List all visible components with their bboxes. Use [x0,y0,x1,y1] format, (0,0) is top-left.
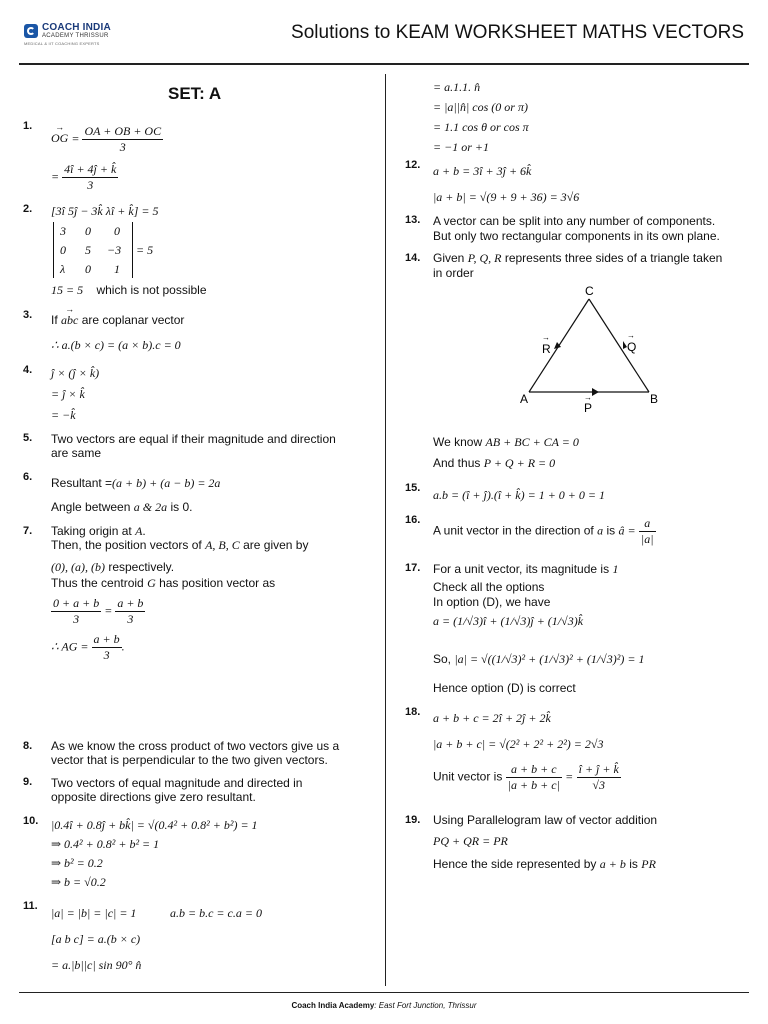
solution-line: Check all the options [433,580,545,594]
equation: AB + BC + CA = 0 [485,435,579,449]
numerator: a [639,516,656,532]
solution-line: = $\frac{4î + 4ĵ + k̂}{3}$ [51,162,117,192]
denominator: 3 [127,612,134,626]
solution-line [51,524,146,539]
solution-line [51,560,174,575]
solution-line: ⇒ b = √0.2 [51,875,106,889]
solution-line: = −1 or +1 [433,140,489,154]
text: If [51,313,58,327]
text: A unit vector in the direction of [433,523,594,538]
logo-mark-icon [24,24,38,38]
text: . [142,524,146,538]
solution-line: = a.1.1. n̂ [433,80,481,94]
numerator: 4î + 4ĵ + k̂ [64,162,117,176]
solution-line [51,476,220,491]
text: Angle between [51,500,131,514]
vertex-c-label: C [585,284,594,298]
numerator: OA + OB + OC [84,124,162,138]
page-header [0,0,768,62]
solution-line: |a + b + c| = √(2² + 2² + 2²) = 2√3 [433,737,604,751]
solution-line: a + b = 3î + 3ĵ + 6k̂ [433,164,532,178]
question-number: 19. [405,814,421,826]
solution-line: → OG = $\frac{OA + OB + OC}{3}$ [51,124,163,155]
solution-line: |a| = |b| = |c| = 1 [51,906,137,920]
question-number: 14. [405,252,421,264]
question-number: 16. [405,514,421,526]
text: is 0. [170,500,193,514]
solution-line [51,283,207,298]
triangle-diagram [505,280,670,420]
text: is [629,857,638,871]
equation: 15 = 5 [51,283,84,297]
equals: = [565,769,574,784]
det-cell: 3 [60,224,66,238]
vectors: (0), (a), (b) [51,560,105,574]
logo-sub-text: ACADEMY THRISSUR [42,33,109,39]
solution-line: opposite directions give zero resultant. [51,790,256,804]
equation: a + b [599,857,626,871]
equation: a & 2a [133,500,168,514]
solution-line: Two vectors of equal magnitude and directed in [51,776,303,790]
equation: P + Q + R = 0 [483,456,556,470]
text: Thus the centroid [51,576,144,590]
solution-line: But only two rectangular components in its own plane. [433,229,720,243]
side-p-label: P [584,401,593,415]
numerator: a + b [93,632,120,646]
question-number: 4. [23,364,33,376]
denominator: 3 [73,612,80,626]
solution-line [433,456,555,471]
solution-line [433,857,656,872]
header-rule [19,63,749,65]
vector: PR [641,857,656,871]
question-number: 3. [23,309,33,321]
denominator: |a| [640,532,654,546]
det-cell: 0 [114,224,120,238]
denominator: 3 [119,140,126,154]
vectors: P, Q, R [467,251,502,265]
numerator: a + b + c [506,762,562,778]
vector: a [597,523,604,538]
arrow-p-icon [592,388,599,396]
solution-line: Hence option (D) is correct [433,681,576,695]
document-title: Solutions to KEAM WORKSHEET MATHS VECTORS [291,22,744,43]
question-number: 9. [23,776,33,788]
abc-vector: → abc [61,313,78,328]
question-number: 15. [405,482,421,494]
page-footer [0,1001,768,1010]
footer-academy: Coach India Academy [291,1001,375,1010]
solution-line: a.b = b.c = c.a = 0 [170,906,262,920]
question-number: 2. [23,203,33,215]
side-r-label: R [542,342,551,356]
solution-line: ĵ × (ĵ × k̂) [51,366,100,380]
numerator: 0 + a + b [53,596,100,610]
text: Unit vector is [433,769,503,784]
solution-line [433,516,656,547]
solution-line: = |a||n̂| cos (0 or π) [433,100,528,114]
equation: (a + b) + (a − b) = 2a [112,476,221,490]
det-cell: 1 [114,262,120,276]
det-cell: 5 [85,243,91,257]
text: So, [433,652,452,666]
numerator: a + b [117,596,144,610]
denominator: |a + b + c| [507,778,560,792]
text: has position vector as [159,576,276,590]
text: For a unit vector, its magnitude is [433,562,610,576]
vector-arrow-icon: → [627,331,635,340]
denominator: 3 [103,648,110,662]
denominator: 3 [87,178,94,192]
logo-main-text: COACH INDIA [42,22,111,33]
solution-line [51,313,184,328]
question-number: 10. [23,815,39,827]
denominator: √3 [592,778,606,792]
det-cell: 0 [85,262,91,276]
remark: which is not possible [96,283,207,297]
solution-line: [a b c] = a.(b × c) [51,932,141,946]
question-number: 13. [405,214,421,226]
solution-line: = a.|b||c| sin 90° n̂ [51,958,142,972]
set-heading: SET: A [168,84,222,103]
solution-line: ∴ a.(b × c) = (a × b).c = 0 [51,338,181,352]
text: Given [433,251,465,265]
solution-line [433,562,618,577]
question-number: 8. [23,740,33,752]
solution-line [433,435,579,450]
numerator: î + ĵ + k̂ [578,762,619,776]
text: Taking origin at [51,524,132,538]
solution-line [433,652,644,667]
solution-line: [3î 5ĵ − 3k̂ λî + k̂] = 5 [51,204,159,218]
solution-line: Two vectors are equal if their magnitude and direction [51,432,336,446]
side-q-label: Q [627,340,637,354]
solution-line: = 1.1 cos θ or cos π [433,120,529,134]
equation: â = [618,523,636,538]
solution-line: ⇒ b² = 0.2 [51,856,103,870]
vertex-a-label: A [520,392,529,406]
footer-address: : East Fort Junction, Thrissur [374,1001,477,1010]
det-cell: 0 [85,224,91,238]
det-cell: λ [60,262,66,276]
text: are coplanar vector [81,313,185,327]
text: Then, the position vectors of [51,538,202,552]
value: 1 [612,562,619,576]
text: ∴ AG = [51,639,89,654]
coach-india-logo [24,22,124,52]
question-number: 5. [23,432,33,444]
question-number: 12. [405,159,421,171]
question-number: 18. [405,706,421,718]
vertex-b-label: B [650,392,659,406]
solution-line: PQ + QR = PR [433,834,508,848]
solution-line: ⇒ 0.4² + 0.8² + b² = 1 [51,837,160,851]
question-number: 17. [405,562,421,574]
solution-line: In option (D), we have [433,595,551,609]
text: is [606,523,616,538]
solution-line: |0.4î + 0.8ĵ + bk̂| = √(0.4² + 0.8² + b²) = 1 [51,818,258,832]
text: respectively. [108,560,175,574]
text: Resultant = [51,476,113,490]
point-label: A [135,524,143,538]
text: And thus [433,456,481,470]
solution-line: in order [433,266,474,280]
solution-line: Using Parallelogram law of vector addition [433,813,658,827]
question-number: 6. [23,471,33,483]
text: represents three sides of a triangle taken [504,251,723,265]
det-cell: −3 [107,243,122,257]
vector-arrow-icon: → [542,333,550,342]
solution-line: a + b + c = 2î + 2ĵ + 2k̂ [433,711,551,725]
footer-rule [19,992,749,993]
logo-tagline: MEDICAL & IIT COACHING EXPERTS [24,41,100,46]
solution-line: As we know the cross product of two vectors give us a [51,739,340,753]
question-number: 1. [23,120,33,132]
solution-line: = −k̂ [51,408,76,422]
question-number: 7. [23,525,33,537]
solution-line [51,538,308,553]
det-cell: 0 [60,243,66,257]
vector-arrow-icon: → [584,393,592,402]
solution-line: a.b = (î + ĵ).(î + k̂) = 1 + 0 + 0 = 1 [433,488,605,502]
question-number: 11. [23,900,38,912]
point-label: G [147,576,156,590]
text: are given by [243,538,309,552]
equation: |a| = √((1/√3)² + (1/√3)² + (1/√3)²) = 1 [454,652,645,666]
solution-line: are same [51,446,102,460]
solution-line [51,500,192,515]
solution-line [51,576,275,591]
og-vector: → OG [51,131,68,146]
points: A, B, C [205,538,240,552]
det-equals: = 5 [136,243,154,257]
solution-line: |a + b| = √(9 + 9 + 36) = 3√6 [433,190,580,204]
solution-line [433,762,621,793]
column-divider [385,74,386,986]
text: We know [433,435,483,449]
text: Hence the side represented by [433,857,597,871]
solution-line [433,251,722,266]
side-bc [589,299,649,392]
solution-line: ∴ AG = $\frac{a + b}{3}$ . [51,632,125,662]
solution-line: = ĵ × k̂ [51,387,85,401]
solution-line: A vector can be split into any number of components. [433,214,716,228]
solution-line: $\frac{0 + a + b}{3}$ = $\frac{a + b}{3}$ [53,596,144,626]
solution-line: a = (1/√3)î + (1/√3)ĵ + (1/√3)k̂ [433,614,584,628]
solution-line: vector that is perpendicular to the two given vectors. [51,753,328,767]
